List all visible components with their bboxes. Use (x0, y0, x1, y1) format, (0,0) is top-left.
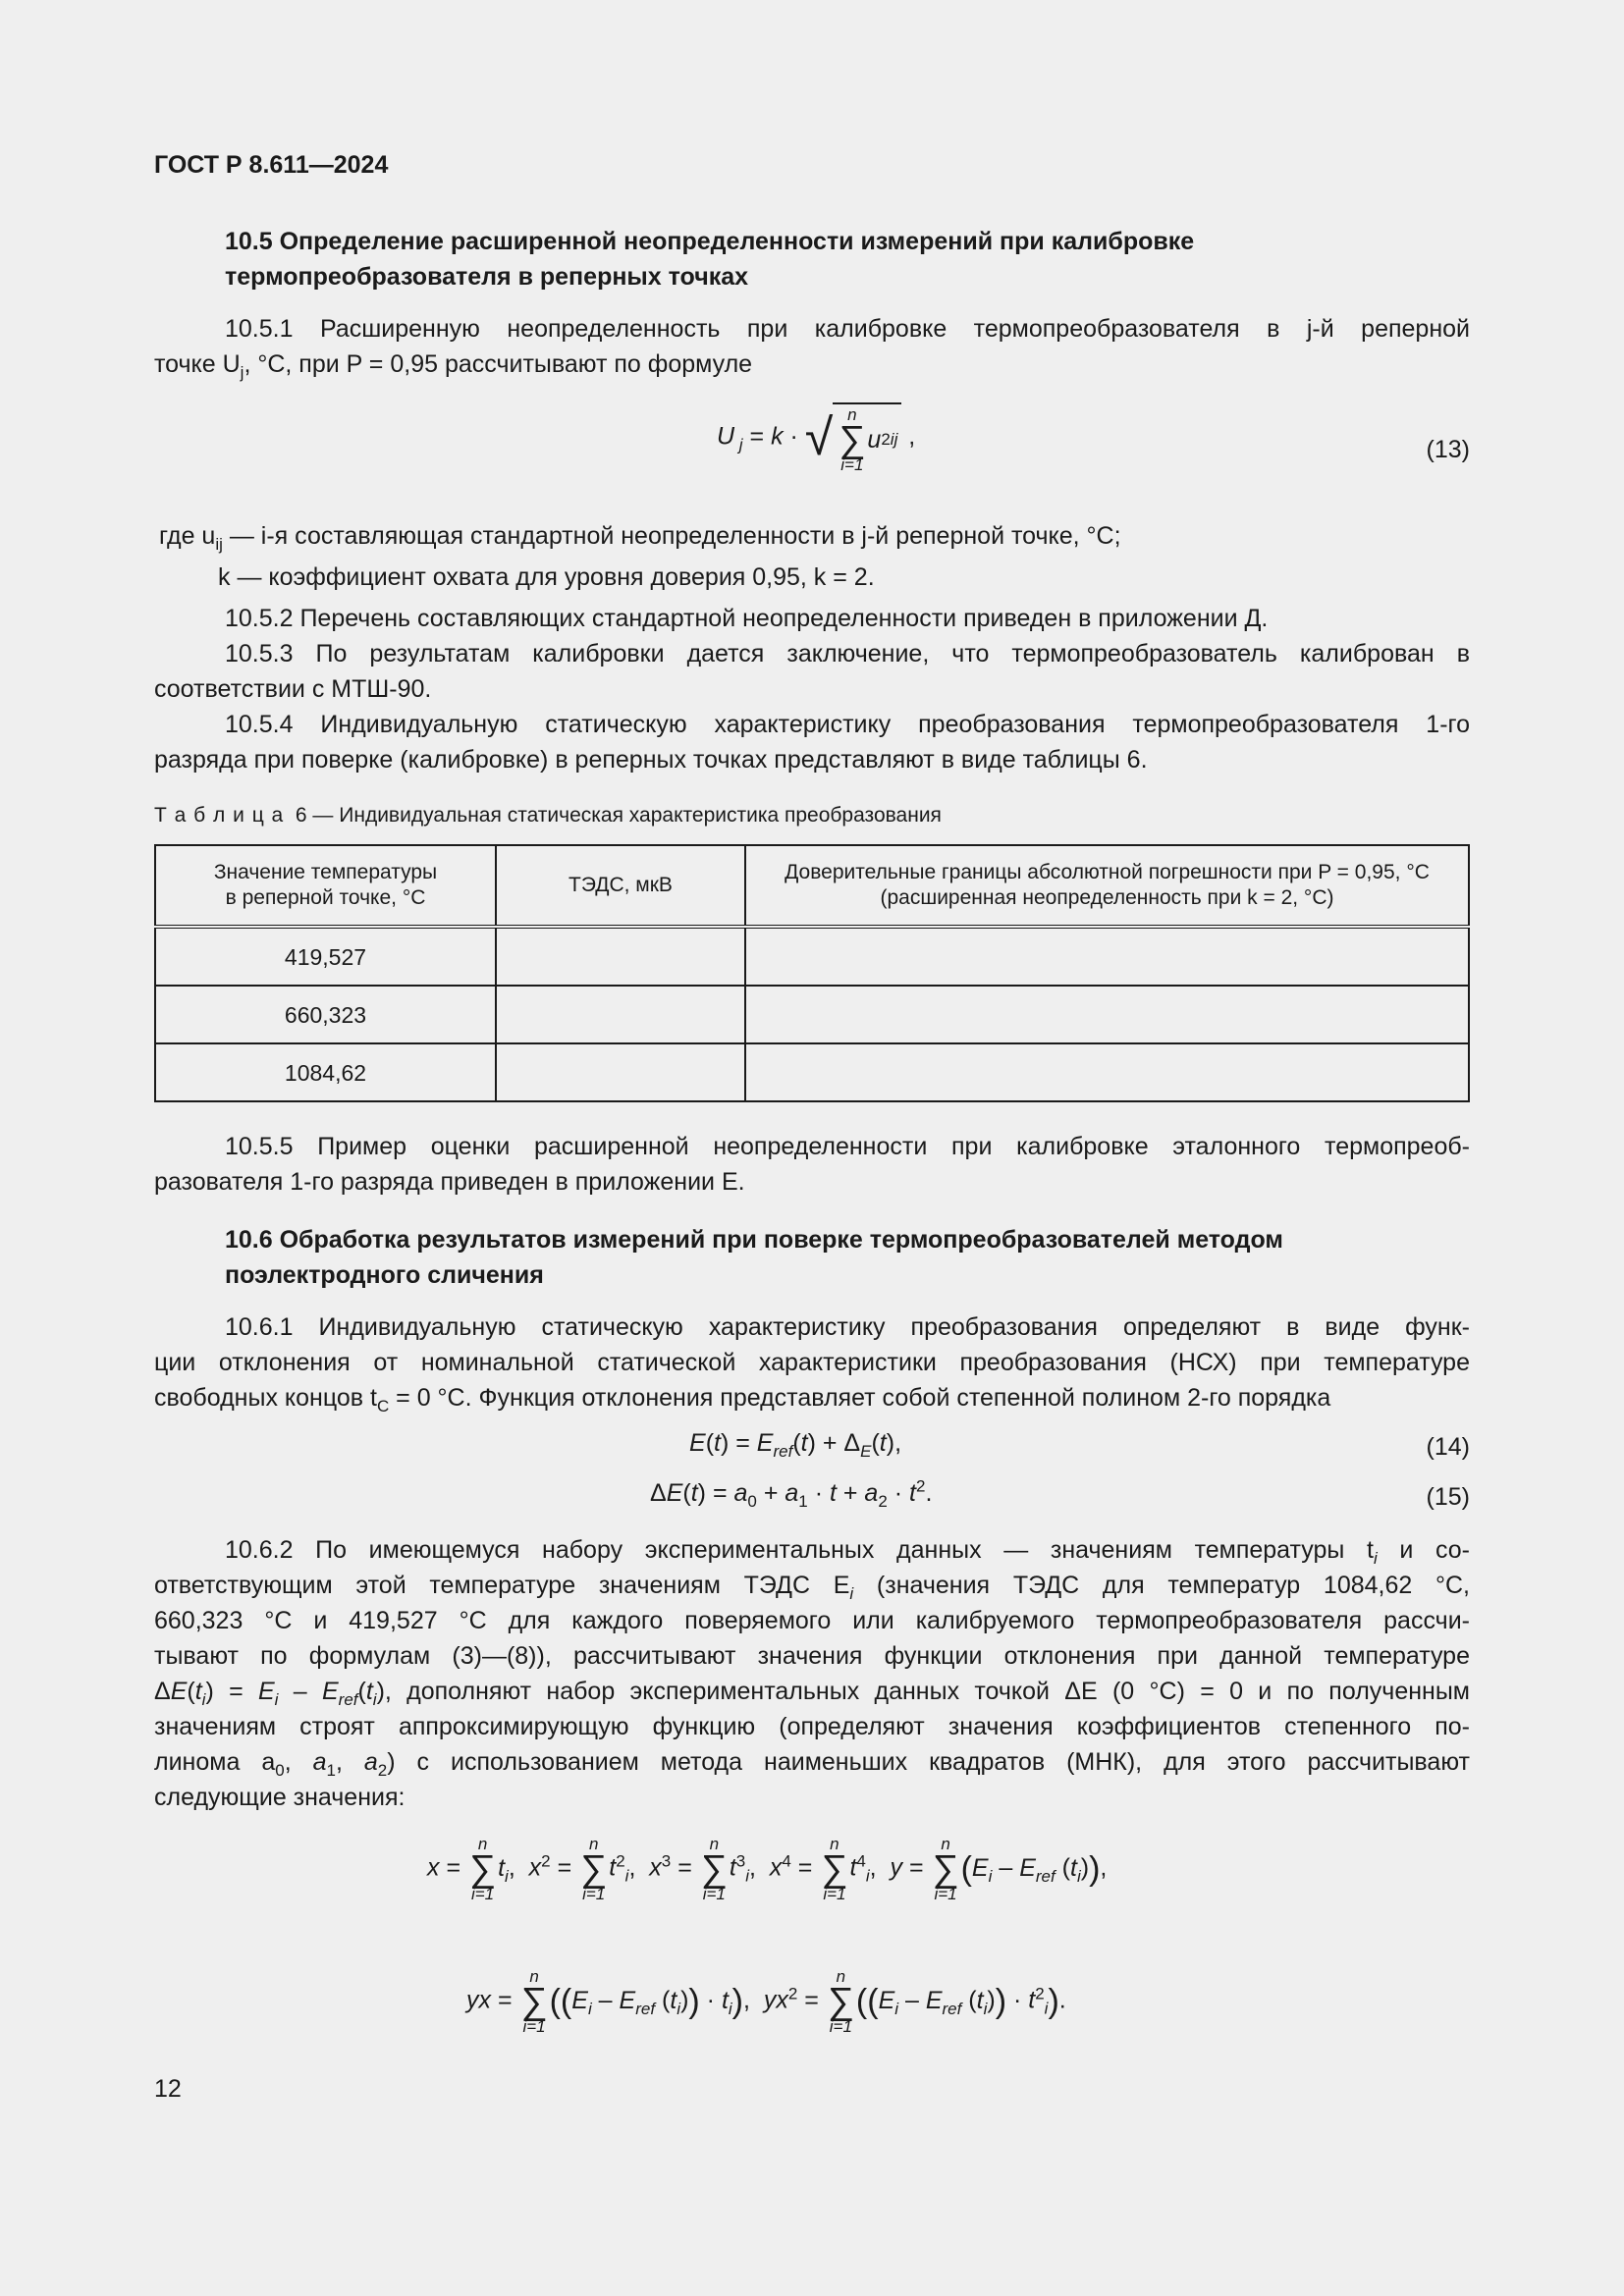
table-cell-emf (496, 927, 745, 986)
table-header-emf: ТЭДС, мкВ (496, 845, 745, 927)
where-item-k: k — коэффициент охвата для уровня доверия 0,95, k = 2. (218, 563, 875, 591)
paragraph-10-6-2-line3: 660,323 °C и 419,527 °C для каждого поверяемого или калибруемого термопреобразователя рассчи- (154, 1607, 1470, 1634)
paragraph-10-6-2-line1: 10.6.2 По имеющемуся набору экспериментальных данных — значениям температуры $t_i$ и со- (225, 1536, 1470, 1568)
table-cell-uncertainty (745, 986, 1469, 1043)
section-10-6-title-line2: поэлектродного сличения (225, 1261, 544, 1289)
section-10-6-title-line1: 10.6 Обработка результатов измерений при поверке термопреобразователей методом (225, 1226, 1283, 1254)
paragraph-10-5-5-line2: разователя 1-го разряда приведен в приложении Е. (154, 1168, 745, 1196)
table-cell-uncertainty (745, 1043, 1469, 1101)
table-cell-temperature: 419,527 (155, 927, 496, 986)
table-header-row (155, 845, 1469, 927)
formula-sums-line1: x = n ∑ i=1 $t_i$, $x^2$ = n ∑ i=1 $t^2_i$, $x^3$ = n ∑ i=1 $t^3_i$, $x^4$ = n ∑ i=1 $t^4_i$, y = n ∑ i=1 ($E_i - E_{ref}$ $(t_i)$), (427, 1835, 1108, 1903)
table-row (155, 1043, 1469, 1101)
equation-13-number: (13) (1426, 436, 1470, 463)
paragraph-10-5-1-line2: точке $U_j$, °C, при P = 0,95 рассчитывают по формуле (154, 350, 753, 382)
equation-15-number: (15) (1426, 1483, 1470, 1511)
table-cell-temperature: 1084,62 (155, 1043, 496, 1101)
document-header: ГОСТ Р 8.611—2024 (154, 151, 389, 179)
paragraph-10-6-2-line2: ответствующим этой температуре значениям ТЭДС $E_i$ (значения ТЭДС для температур 1084,62 °C, (154, 1572, 1470, 1603)
paragraph-10-6-2-line5: $\Delta E(t_i) = E_i - E_{ref}(t_i)$, дополняют набор экспериментальных данных точкой ΔE (0 °C) = 0 и по полученным (154, 1678, 1470, 1709)
where-item-u-ij: где $u_{ij}$ — i-я составляющая стандартной неопределенности в j-й реперной точке, °C; (159, 522, 1121, 554)
paragraph-10-6-2-line7: линома $a_0$, $a_1$, $a_2$) с использованием метода наименьших квадратов (МНК), для этого рассчитывают (154, 1748, 1470, 1780)
page-number: 12 (154, 2075, 182, 2103)
paragraph-10-6-2-line8: следующие значения: (154, 1784, 406, 1811)
formula-sums-line2: yx = n ∑ i=1 (($E_i - E_{ref}$ $(t_i)) \cdot t_i$), $yx^2$ = n ∑ i=1 (($E_i - E_{ref}$ $(t_i)) \cdot t^2_i$). (466, 1967, 1066, 2036)
paragraph-10-5-4-line2: разряда при поверке (калибровке) в реперных точках представляют в виде таблицы 6. (154, 746, 1148, 774)
equation-14-number: (14) (1426, 1433, 1470, 1461)
paragraph-10-5-4-line1: 10.5.4 Индивидуальную статическую характеристику преобразования термопреобразователя 1-го (225, 711, 1470, 738)
table-row (155, 927, 1469, 986)
table-cell-uncertainty (745, 927, 1469, 986)
section-10-5-title-line2: термопреобразователя в реперных точках (225, 263, 749, 291)
table-6 (154, 844, 1470, 1102)
table-header-temperature: Значение температуры в реперной точке, °C (155, 845, 496, 927)
paragraph-10-5-3-line2: соответствии с МТШ-90. (154, 675, 432, 703)
equation-14: $E(t) = E_{ref}(t) + \Delta_E(t)$, (689, 1429, 902, 1461)
equation-13: U $_j$ = k · √ n ∑ i=1 u 2 ij , (717, 402, 915, 473)
table-6-caption: Т а б л и ц а 6 — Индивидуальная статическая характеристика преобразования (154, 804, 942, 827)
paragraph-10-6-1-line1: 10.6.1 Индивидуальную статическую характеристику преобразования определяют в виде функ- (225, 1313, 1470, 1341)
section-10-5-title-line1: 10.5 Определение расширенной неопределенности измерений при калибровке (225, 228, 1195, 255)
equation-15: $\Delta E(t) = a_0 + a_1 \cdot t + a_2 \cdot t^2$. (650, 1476, 933, 1511)
paragraph-10-6-2-line6: значениям строят аппроксимирующую функцию (определяют значения коэффициентов степенного по- (154, 1713, 1470, 1740)
paragraph-10-5-1-line1: 10.5.1 Расширенную неопределенность при калибровке термопреобразователя в j-й реперной (225, 315, 1470, 343)
paragraph-10-5-3-line1: 10.5.3 По результатам калибровки дается заключение, что термопреобразователь калиброван в (225, 640, 1470, 667)
paragraph-10-6-1-line2: ции отклонения от номинальной статической характеристики преобразования (НСХ) при температуре (154, 1349, 1470, 1376)
table-row (155, 986, 1469, 1043)
paragraph-10-5-2: 10.5.2 Перечень составляющих стандартной неопределенности приведен в приложении Д. (225, 605, 1269, 632)
table-cell-emf (496, 1043, 745, 1101)
table-cell-emf (496, 986, 745, 1043)
paragraph-10-6-2-line4: тывают по формулам (3)—(8)), рассчитывают значения функции отклонения при данной температуре (154, 1642, 1470, 1670)
table-cell-temperature: 660,323 (155, 986, 496, 1043)
paragraph-10-5-5-line1: 10.5.5 Пример оценки расширенной неопределенности при калибровке эталонного термопреоб- (225, 1133, 1470, 1160)
table-header-uncertainty: Доверительные границы абсолютной погрешности при P = 0,95, °C (расширенная неопределенность при k = 2, °C) (745, 845, 1469, 927)
paragraph-10-6-1-line3: свободных концов $t_C = 0$ °C. Функция отклонения представляет собой степенной полином 2-го порядка (154, 1384, 1331, 1415)
